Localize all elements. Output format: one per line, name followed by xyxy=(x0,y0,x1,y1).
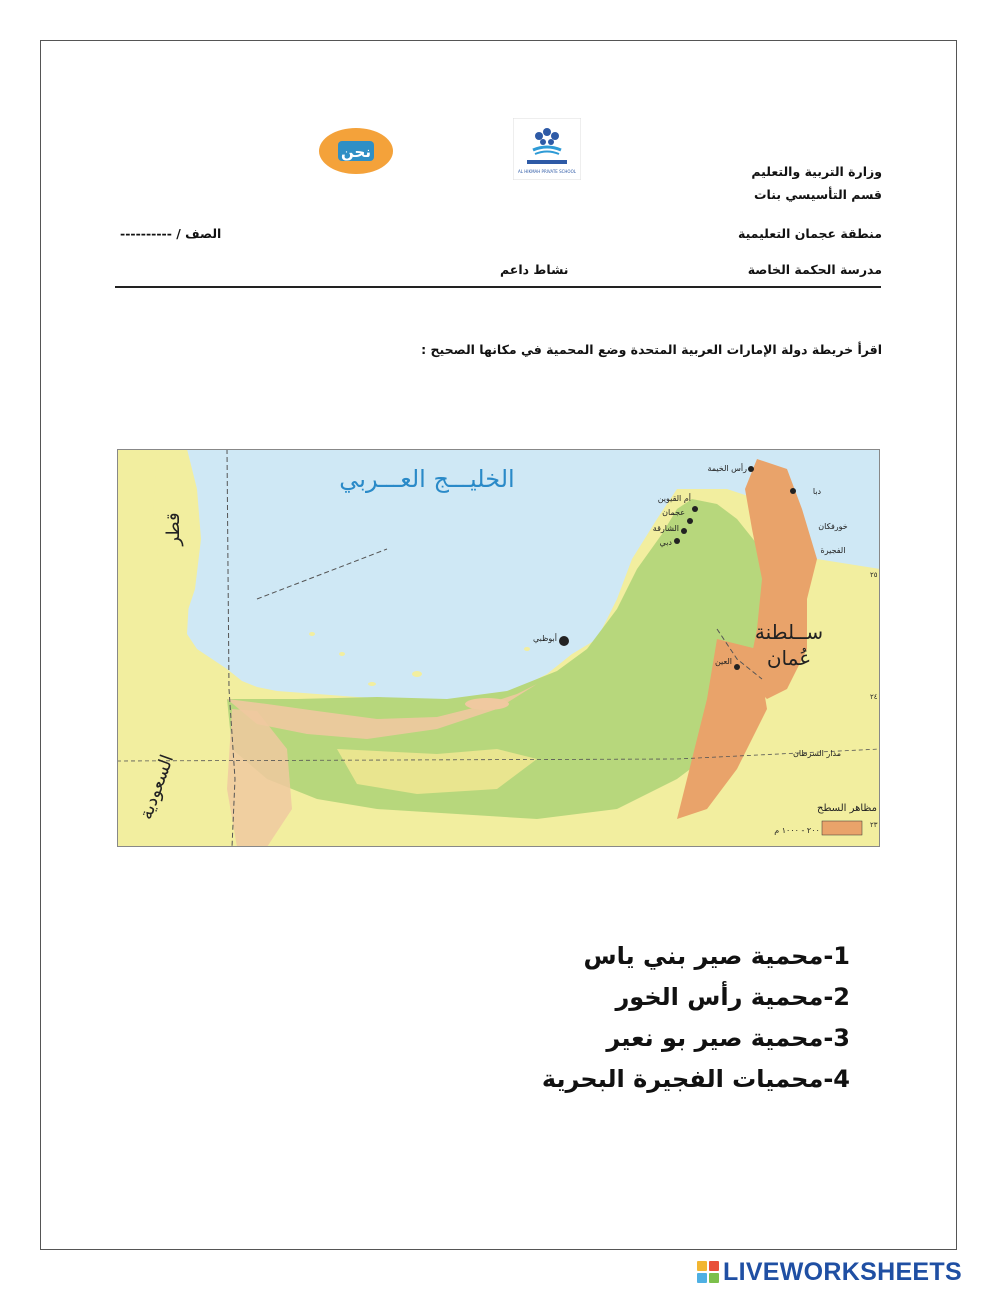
map-lat-label: ٢٥ xyxy=(870,571,878,579)
reserve-item-3: 3-محمية صير بو نعير xyxy=(606,1024,850,1052)
reserve-item-4: 4-محميات الفجيرة البحرية xyxy=(541,1065,850,1093)
map-city-label: أبوظبي xyxy=(532,634,557,643)
svg-text:نحن: نحن xyxy=(341,143,371,161)
map-city-label: العين xyxy=(714,657,732,666)
map-lat-label: ٢٤ xyxy=(870,693,878,701)
map-tropic-label: مدار السرطان xyxy=(792,749,842,758)
map-lat-label: ٢٣ xyxy=(870,821,878,829)
reserve-item-2: 2-محمية رأس الخور xyxy=(615,983,850,1011)
department-title: قسم التأسيسي بنات xyxy=(754,187,882,202)
map-saudi-label: السعودية xyxy=(135,751,179,823)
map-gulf-label: الخليـــج العـــربي xyxy=(339,465,515,493)
map-city-label: الفجيرة xyxy=(820,546,846,555)
map-qatar-label: قطر xyxy=(163,512,184,546)
zone-title: منطقة عجمان التعليمية xyxy=(738,226,882,241)
map-oman-label-2: عُمان xyxy=(766,646,812,670)
map-city-label: أم القيوين xyxy=(657,494,691,503)
header-divider xyxy=(115,286,881,288)
uae-map xyxy=(117,449,880,847)
map-oman-label: ســلطنة xyxy=(754,620,824,644)
ministry-title: وزارة التربية والتعليم xyxy=(751,164,882,179)
activity-title: نشاط داعم xyxy=(500,262,569,277)
svg-text:AL HIKMAH PRIVATE SCHOOL: AL HIKMAH PRIVATE SCHOOL xyxy=(518,169,576,174)
map-city-label: دبا xyxy=(812,487,822,496)
map-legend-title: مظاهر السطح xyxy=(817,803,877,814)
brand-name: LIVEWORKSHEETS xyxy=(723,1257,962,1286)
brand-logo-icon xyxy=(697,1261,719,1283)
map-city-label: دبي xyxy=(659,538,672,547)
instruction-text: اقرأ خريطة دولة الإمارات العربية المتحدة وضع المحمية في مكانها الصحيح : xyxy=(421,342,882,357)
school-name: مدرسة الحكمة الخاصة xyxy=(747,262,882,277)
liveworksheets-brand[interactable] xyxy=(697,1257,962,1287)
map-legend-range: ٢٠٠ - ١٠٠٠ م xyxy=(774,826,820,835)
map-city-label: الشارقة xyxy=(652,524,679,533)
badge-logo xyxy=(318,127,394,175)
school-logo xyxy=(513,118,581,180)
map-city-label: رأس الخيمة xyxy=(707,464,747,473)
class-field[interactable]: الصف / ---------- xyxy=(120,226,222,241)
map-city-label: عجمان xyxy=(662,508,685,517)
map-legend-swatch xyxy=(822,821,862,835)
reserve-item-1: 1-محمية صير بني ياس xyxy=(583,942,850,970)
map-city-label: خورفكان xyxy=(818,522,848,531)
